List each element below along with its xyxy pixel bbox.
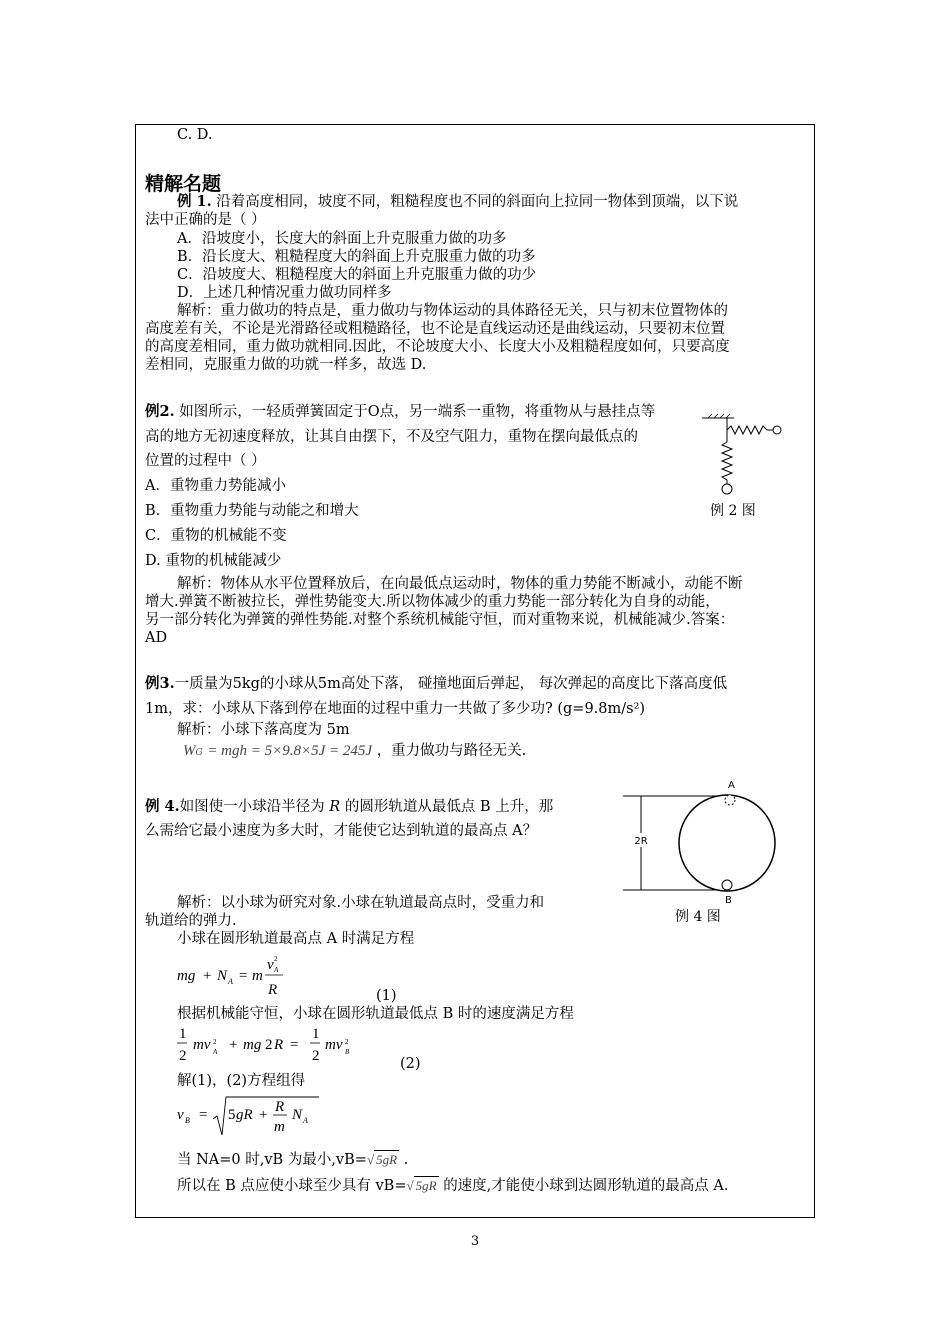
horizontal-spring bbox=[727, 426, 773, 434]
ceiling-hatch bbox=[708, 414, 730, 418]
ex4-figure-caption: 例 4 图 bbox=[675, 909, 721, 925]
ex4-min-speed-line bbox=[177, 1150, 408, 1169]
svg-text:+: + bbox=[229, 1037, 238, 1053]
ex4-step3: 解(1)，(2)方程组得 bbox=[177, 1073, 306, 1089]
circular-track bbox=[679, 795, 775, 891]
ex4-min-sqrt-expr: 5gR bbox=[376, 1152, 398, 1167]
ex3-formula: = mgh = 5×9.8×5J = 245J bbox=[207, 743, 373, 759]
weight-vertical bbox=[722, 484, 732, 494]
ex3-note: ，重力做功与路径无关. bbox=[376, 743, 527, 759]
svg-text:mg: mg bbox=[243, 1037, 262, 1053]
svg-text:2: 2 bbox=[265, 1037, 273, 1053]
svg-text:m: m bbox=[274, 1119, 285, 1135]
svg-text:v: v bbox=[177, 1107, 184, 1123]
ex2-analysis-line2: 增大.弹簧不断被拉长，弹性势能变大.所以物体减少的重力势能一部分转化为自身的动能， bbox=[145, 594, 720, 610]
svg-text:2: 2 bbox=[213, 1038, 217, 1046]
svg-text:B: B bbox=[185, 1116, 190, 1125]
ex2-option-b: B．重物重力势能与动能之和增大 bbox=[145, 503, 359, 519]
weight-horizontal bbox=[773, 426, 781, 434]
ex2-option-a: A．重物重力势能减小 bbox=[145, 478, 286, 494]
svg-text:5: 5 bbox=[228, 1107, 236, 1123]
svg-text:=: = bbox=[290, 1037, 299, 1053]
ex2-spring-figure bbox=[700, 414, 800, 504]
ball-at-b bbox=[722, 880, 732, 890]
ex1-analysis-line2: 高度差有关，不论是光滑路径或粗糙路径，也不论是直线运动还是曲线运动，只要初末位置 bbox=[145, 321, 725, 337]
ex4-question-a: 如图使一小球沿半径为 bbox=[179, 799, 325, 815]
svg-text:A: A bbox=[303, 1116, 308, 1125]
ex1-option-d: D．上述几种情况重力做功同样多 bbox=[177, 285, 392, 301]
ex4-min-sqrt: √ 5gR bbox=[366, 1152, 398, 1167]
vertical-spring bbox=[722, 442, 732, 484]
svg-text:A: A bbox=[228, 977, 233, 986]
ex1-label: 例 1. bbox=[177, 193, 212, 210]
ex4-min-text-b: . bbox=[403, 1152, 409, 1168]
ex4-label: 例 4. bbox=[145, 798, 180, 815]
ex4-final-sqrt-expr: 5gR bbox=[415, 1178, 437, 1193]
ex3-formula-lhs: W bbox=[183, 743, 196, 759]
ex1-option-b: B．沿长度大、粗糙程度大的斜面上升克服重力做的功多 bbox=[177, 249, 536, 265]
svg-text:+: + bbox=[259, 1107, 268, 1123]
ex3-question-text: 一质量为5kg的小球从5m高处下落， 碰撞地面后弹起， 每次弹起的高度比下落高度低 bbox=[174, 676, 728, 692]
svg-text:1: 1 bbox=[179, 1026, 187, 1042]
ex4-step1: 小球在圆形轨道最高点 A 时满足方程 bbox=[177, 931, 415, 947]
svg-text:=: = bbox=[239, 968, 248, 984]
svg-text:R: R bbox=[274, 1037, 284, 1053]
ex3-formula-sub: G bbox=[195, 748, 203, 758]
ex4-min-text-a: 当 NA=0 时,vB 为最小,vB= bbox=[177, 1152, 367, 1168]
svg-text:mg: mg bbox=[177, 968, 196, 984]
ex2-question-line1 bbox=[145, 403, 655, 421]
svg-text:B: B bbox=[345, 1048, 350, 1056]
top-option-line: C. D. bbox=[177, 127, 213, 143]
ex1-option-c: C．沿坡度大、粗糙程度大的斜面上升克服重力做的功少 bbox=[177, 267, 537, 283]
ex1-question-text: 沿着高度相同，坡度不同，粗糙程度也不同的斜面向上拉同一物体到顶端，以下说 bbox=[216, 194, 739, 210]
ex4-step2: 根据机械能守恒，小球在圆形轨道最低点 B 时的速度满足方程 bbox=[177, 1006, 574, 1022]
ex4-final-line bbox=[177, 1176, 729, 1195]
ex2-figure-caption: 例 2 图 bbox=[710, 503, 756, 519]
ex4-analysis-line2: 轨道给的弹力. bbox=[145, 913, 237, 929]
ex1-option-a: A．沿坡度小，长度大的斜面上升克服重力做的功多 bbox=[177, 231, 507, 247]
ex4-final-text-a: 所以在 B 点应使小球至少具有 vB= bbox=[177, 1178, 407, 1194]
svg-text:2: 2 bbox=[345, 1038, 349, 1046]
ball-at-a bbox=[725, 795, 735, 805]
ex2-analysis-line1: 解析：物体从水平位置释放后，在向最低点运动时，物体的重力势能不断减小，动能不断 bbox=[177, 576, 743, 592]
ex1-analysis-line1: 解析：重力做功的特点是，重力做功与物体运动的具体路径无关，只与初末位置物体的 bbox=[177, 303, 728, 319]
ex1-question-line1 bbox=[177, 193, 738, 211]
section-title: 精解名题 bbox=[145, 173, 222, 195]
ex1-analysis-line3: 的高度差相同，重力做功就相同.因此，不论坡度大小、长度大小及粗糙程度如何，只要高度 bbox=[145, 339, 730, 355]
ex4-final-sqrt: √ 5gR bbox=[406, 1178, 437, 1193]
ex4-circle-figure bbox=[615, 778, 805, 906]
svg-text:mv: mv bbox=[325, 1037, 343, 1053]
svg-text:gR: gR bbox=[236, 1107, 253, 1123]
ex3-formula-line bbox=[183, 742, 526, 762]
ex2-question-text: 如图所示，一轻质弹簧固定于O点，另一端系一重物，将重物从与悬挂点等 bbox=[179, 404, 656, 420]
ex2-option-d: D. 重物的机械能减少 bbox=[145, 553, 282, 569]
ex3-analysis-line1: 解析：小球下落高度为 5m bbox=[177, 722, 350, 738]
ex3-question-line1 bbox=[145, 675, 727, 693]
ex4-question-line2: 么需给它最小速度为多大时，才能使它达到轨道的最高点 A？ bbox=[145, 823, 538, 839]
svg-text:2: 2 bbox=[179, 1048, 187, 1064]
svg-text:R: R bbox=[275, 1099, 285, 1115]
svg-text:=: = bbox=[199, 1107, 208, 1123]
ex2-question-line3: 位置的过程中（ ） bbox=[145, 453, 266, 469]
ex2-analysis-line3: 另一部分转化为弹簧的弹性势能.对整个系统机械能守恒，而对重物来说，机械能减少.答案： bbox=[145, 612, 735, 628]
svg-text:A: A bbox=[274, 966, 279, 974]
svg-text:R: R bbox=[268, 982, 278, 998]
svg-text:1: 1 bbox=[312, 1026, 320, 1042]
ex3-question-line2: 1m，求：小球从下落到停在地面的过程中重力一共做了多少功? (g=9.8m/s²) bbox=[145, 701, 646, 717]
svg-text:+: + bbox=[203, 968, 212, 984]
page-number: 3 bbox=[470, 1234, 480, 1249]
ex4-question-b: 的圆形轨道从最低点 B 上升，那 bbox=[344, 799, 554, 815]
ex4-eq2-number: (2) bbox=[400, 1056, 421, 1072]
ex4-analysis-line1: 解析：以小球为研究对象.小球在轨道最高点时，受重力和 bbox=[177, 895, 545, 911]
ex4-equation-2 bbox=[177, 1024, 377, 1069]
ex3-label: 例3. bbox=[145, 675, 175, 692]
point-b-label: B bbox=[725, 895, 732, 906]
svg-text:2: 2 bbox=[312, 1048, 320, 1064]
ex4-question-line1 bbox=[145, 798, 553, 816]
svg-text:N: N bbox=[217, 968, 228, 984]
ex1-question-line2: 法中正确的是（ ） bbox=[145, 212, 266, 228]
ex2-analysis-line4: AD bbox=[145, 630, 168, 646]
ex2-question-line2: 高的地方无初速度释放，让其自由摆下，不及空气阻力，重物在摆向最低点的 bbox=[145, 429, 638, 445]
svg-text:v: v bbox=[267, 957, 274, 973]
ex2-label: 例2. bbox=[145, 403, 175, 420]
svg-text:2: 2 bbox=[274, 955, 278, 963]
svg-text:m: m bbox=[252, 968, 263, 984]
diameter-label: 2R bbox=[634, 836, 648, 847]
ex1-analysis-line4: 差相同，克服重力做的功就一样多，故选 D. bbox=[145, 357, 427, 373]
ex4-equation-3 bbox=[177, 1091, 327, 1141]
svg-text:A: A bbox=[213, 1048, 218, 1056]
point-a-label: A bbox=[728, 780, 735, 791]
ex4-eq1-number: (1) bbox=[376, 988, 397, 1004]
svg-text:mv: mv bbox=[193, 1037, 211, 1053]
ex4-final-text-b: 的速度,才能使小球到达圆形轨道的最高点 A. bbox=[443, 1178, 729, 1194]
svg-text:N: N bbox=[292, 1107, 303, 1123]
ex4-equation-1 bbox=[177, 952, 317, 1002]
ex4-question-r: R bbox=[329, 799, 341, 815]
ex2-option-c: C．重物的机械能不变 bbox=[145, 528, 287, 544]
